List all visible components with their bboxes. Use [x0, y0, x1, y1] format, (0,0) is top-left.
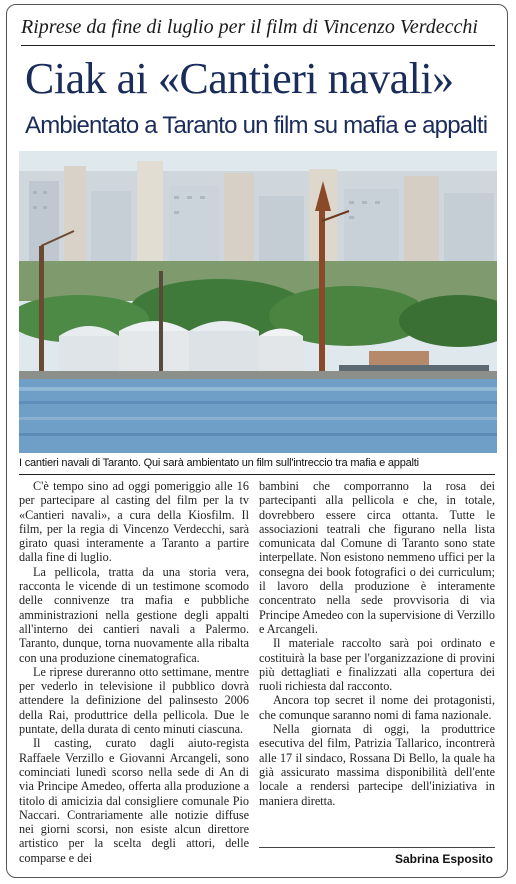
article-frame: [6, 4, 508, 878]
article-subheadline: Ambientato a Taranto un film su mafia e appalti: [25, 112, 488, 139]
article-kicker: Riprese da fine di luglio per il film di Vincenzo Verdecchi: [21, 16, 478, 38]
kicker-divider: [21, 45, 495, 46]
article-column-right: [259, 479, 495, 808]
paragraph: bambini che comporranno la rosa dei partecipanti alla pellicola e che, in totale, dovrebbero essere circa ottanta. Tutte le associazioni teatrali che figurano nella lista comunicata dal Comune di Taranto sono state interpellate. Non esistono nemmeno uffici per la consegna dei book fotografici o dei curriculum; il lavoro della produzione è interamente concentrato nella sede provvisoria di via Principe Amedeo con la supervisione di Verzillo e Arcangeli.: [259, 479, 495, 636]
paragraph: Il materiale raccolto sarà poi ordinato e costituirà la base per l'organizzazione di provini più dettagliati e finalizzati alla copertura dei ruoli richiesta dal racconto.: [259, 636, 495, 694]
paragraph: Ancora top secret il nome dei protagonisti, che comunque saranno nomi di fama nazionale.: [259, 693, 495, 722]
byline-divider: [259, 847, 495, 848]
article-byline: Sabrina Esposito: [394, 852, 493, 866]
article-headline: Ciak ai «Cantieri navali»: [25, 54, 454, 103]
paragraph: Nella giornata di oggi, la produttrice esecutiva del film, Patrizia Tallarico, incontrerà alle 17 il sindaco, Rossana Di Bello, la quale ha già assicurato massima disponibilità dell'ente locale a rendersi partecipe dell'iniziativa in maniera diretta.: [259, 722, 495, 808]
article-column-left: [19, 479, 249, 865]
paragraph: C'è tempo sino ad oggi pomeriggio alle 16 per partecipare al casting del film per la tv «Cantieri navali», a cura della Kiosfilm. Il film, per la regia di Vincenzo Verdecchi, sarà girato quasi interamente a Taranto a partire dalla fine di luglio.: [19, 479, 249, 565]
paragraph: La pellicola, tratta da una storia vera, racconta le vicende di un testimone scomodo delle connivenze tra mafia e pubbliche amministrazioni nella gestione degli appalti all'interno dei cantieri navali a Palermo. Taranto, dunque, torna nuovamente alla ribalta con una produzione cinematografica.: [19, 564, 249, 665]
paragraph: Le riprese dureranno otto settimane, mentre per vederlo in televisione il pubblico dovrà attendere la definizione del palinsesto 2006 della Rai, produttrice della pellicola. Due le puntate, della durata di cento minuti ciascuna.: [19, 664, 249, 737]
shipyard-photo: [19, 151, 497, 453]
caption-divider: [19, 474, 495, 475]
paragraph: Il casting, curato dagli aiuto-regista Raffaele Verzillo e Giovanni Arcangeli, sono cominciati lunedì scorso nella sede di An di via Principe Amedeo, offerta alla produzione a titolo di amicizia dal consigliere comunale Pio Naccari. Contrariamente alle notizie diffuse nei giorni scorsi, non esiste alcun direttore artistico per la scelta degli attori, delle comparse e dei: [19, 736, 249, 865]
photo-caption: I cantieri navali di Taranto. Qui sarà ambientato un film sull'intreccio tra mafia e appalti: [19, 457, 419, 469]
